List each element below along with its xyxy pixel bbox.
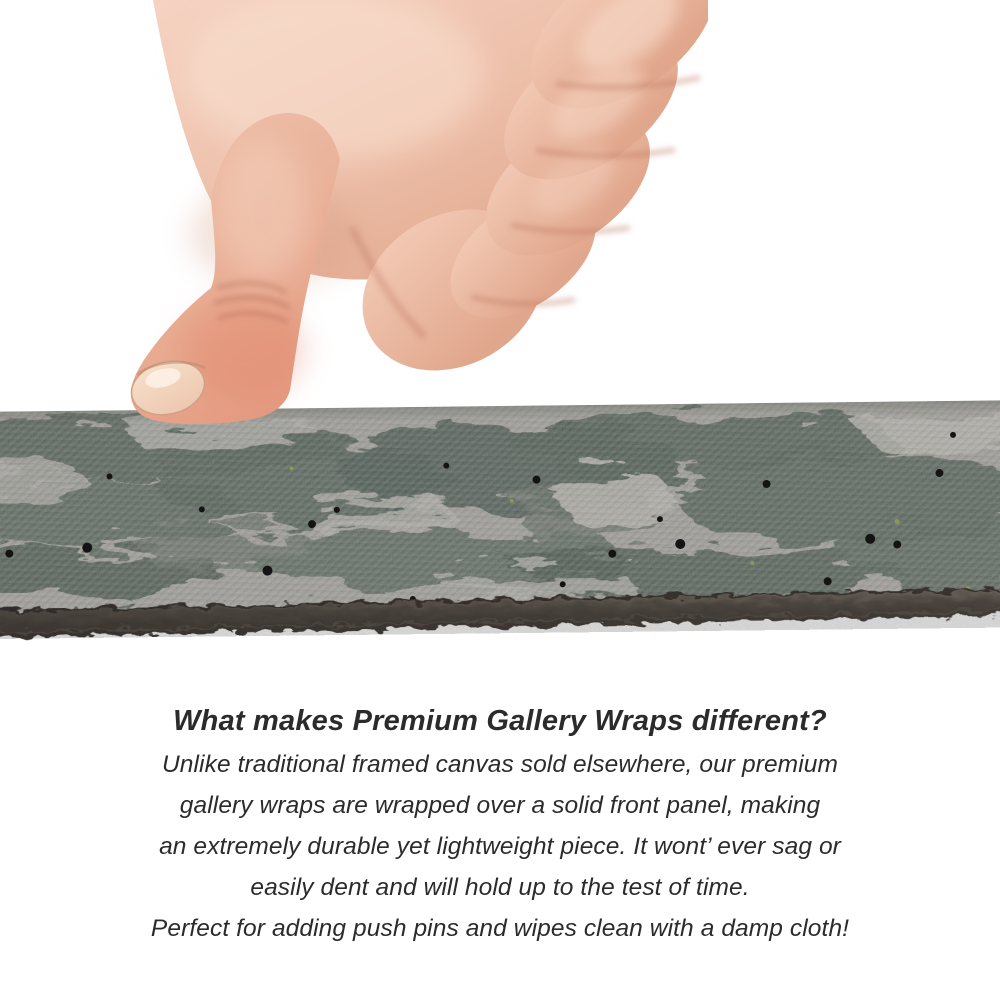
body-line-5: Perfect for adding push pins and wipes clean with a damp cloth! bbox=[150, 915, 850, 942]
canvas-texture bbox=[0, 400, 1000, 646]
body-line-2: gallery wraps are wrapped over a solid front panel, making bbox=[179, 792, 821, 819]
thumb bbox=[126, 113, 340, 424]
heading: What makes Premium Gallery Wraps different? bbox=[173, 705, 827, 737]
hand-photo bbox=[118, 0, 708, 436]
hand-illustration bbox=[118, 0, 708, 436]
canvas-edge-strip bbox=[0, 400, 1000, 646]
body-line-1: Unlike traditional framed canvas sold elsewhere, our premium bbox=[162, 751, 838, 778]
body-line-3: an extremely durable yet lightweight piece. It wont’ ever sag or bbox=[159, 833, 841, 860]
description-text bbox=[0, 701, 1000, 949]
body-line-4: easily dent and will hold up to the test of time. bbox=[250, 874, 750, 901]
